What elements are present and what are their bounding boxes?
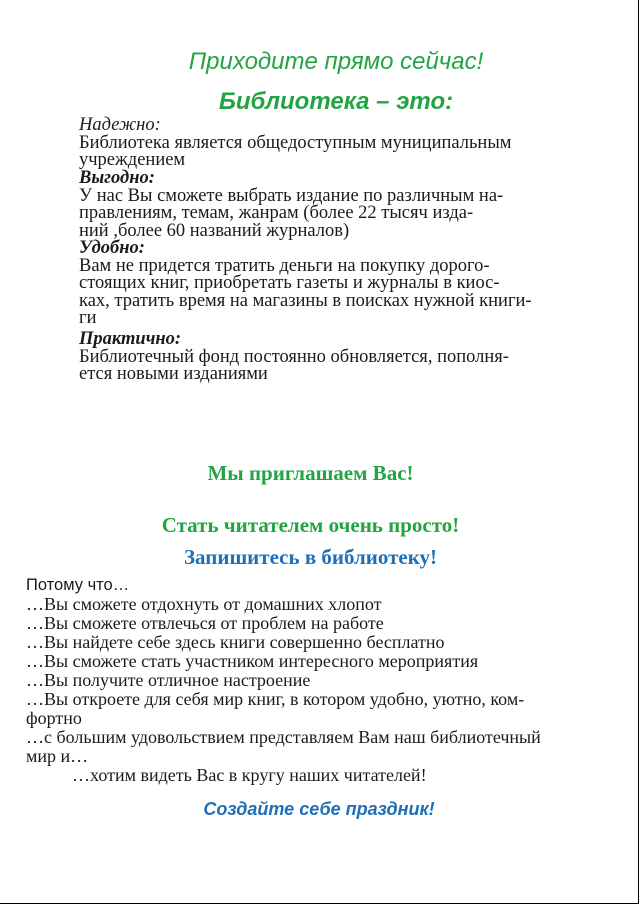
list-item: …Вы получите отличное настроение: [26, 670, 311, 690]
library-is-headline: Библиотека – это:: [218, 88, 454, 115]
section-text-line: ги: [79, 308, 97, 328]
reasons-list: [26, 576, 626, 785]
reasons-final: …хотим видеть Вас в кругу наших читателей!: [72, 765, 427, 785]
section-text-line: Библиотечный фонд постоянно обновляется, пополня-: [79, 346, 509, 367]
section-text-line: Библиотека является общедоступным муниципальным: [79, 132, 512, 153]
section-text-line: стоящих книг, приобретать газеты и журналы в киос-: [79, 273, 500, 293]
slogan: Создайте себе праздник!: [203, 799, 435, 819]
list-item: …с большим удовольствием представляем Вам наш библиотечный: [26, 727, 541, 747]
section-text-line: Вам не придется тратить деньги на покупку дорого-: [79, 255, 490, 276]
list-item: …Вы сможете отдохнуть от домашних хлопот: [26, 594, 382, 614]
list-item: …Вы найдете себе здесь книги совершенно бесплатно: [26, 632, 445, 652]
section-text-line: У нас Вы сможете выбрать издание по различным на-: [79, 185, 504, 206]
section-text-line: ках, тратить время на магазины в поисках нужной книги-: [79, 290, 532, 311]
section-label: Выгодно:: [79, 168, 155, 188]
section-reliable: [79, 117, 589, 170]
list-item: фортно: [26, 708, 82, 728]
signup-heading: Запишитесь в библиотеку!: [183, 545, 438, 569]
section-label: Надежно:: [79, 115, 161, 135]
list-item: …Вы откроете для себя мир книг, в котором удобно, уютно, ком-: [26, 689, 525, 709]
section-label: Удобно:: [79, 238, 145, 258]
section-label: Практично:: [79, 329, 182, 349]
list-item: …Вы сможете стать участником интересного мероприятия: [26, 651, 479, 671]
section-profitable: [79, 170, 589, 240]
section-text-line: учреждением: [79, 150, 186, 170]
section-convenient: [79, 240, 589, 328]
section-text-line: правлениям, темам, жанрам (более 22 тысяч изда-: [79, 203, 474, 223]
come-now-headline: Приходите прямо сейчас!: [188, 48, 484, 75]
list-item: мир и…: [26, 746, 89, 766]
become-reader-heading: Стать читателем очень просто!: [161, 513, 460, 537]
we-invite-heading: Мы приглашаем Вас!: [207, 461, 414, 485]
section-practical: [79, 331, 589, 384]
section-text-line: ний ,более 60 названий журналов): [79, 220, 350, 241]
reasons-intro: Потому что…: [26, 576, 130, 594]
list-item: …Вы сможете отвлечься от проблем на работе: [26, 613, 384, 633]
section-text-line: ется новыми изданиями: [79, 364, 268, 384]
